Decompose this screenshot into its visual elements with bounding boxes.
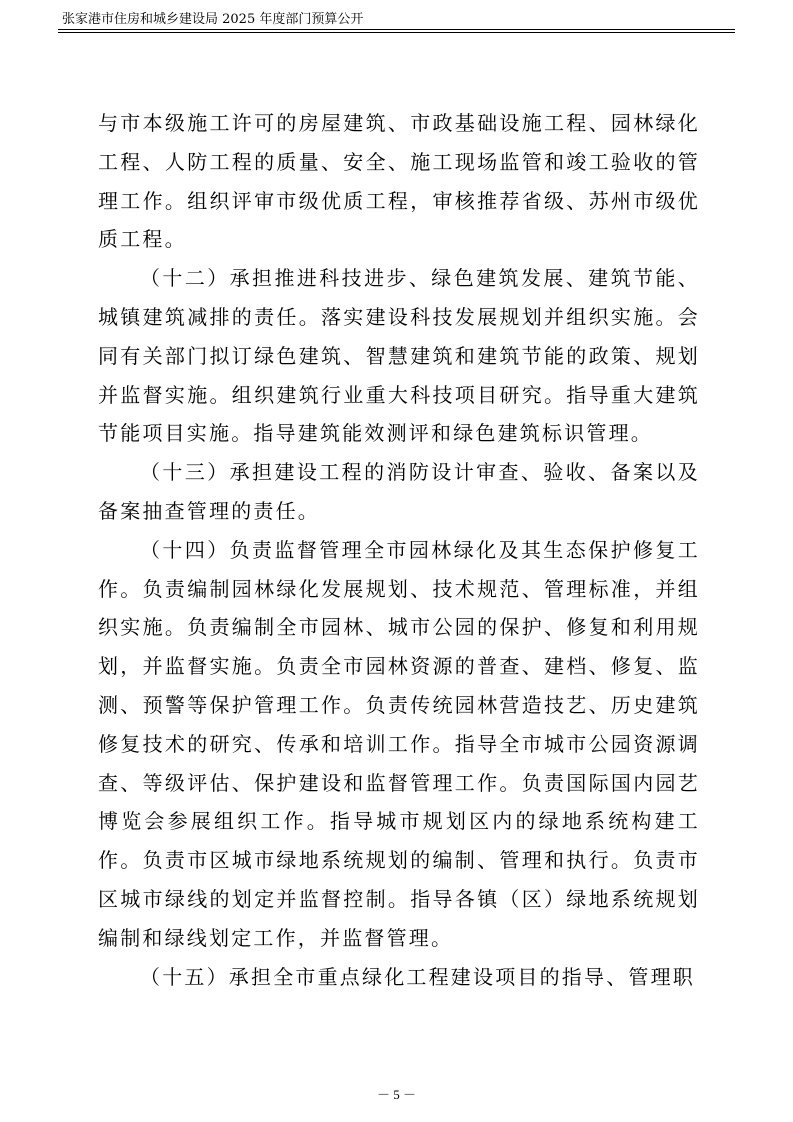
- paragraph: （十二）承担推进科技进步、绿色建筑发展、建筑节能、城镇建筑减排的责任。落实建设科技发展规划并组织实施。会同有关部门拟订绿色建筑、智慧建筑和建筑节能的政策、规划并监督实施。组织建筑行业重大科技项目研究。指导重大建筑节能项目实施。指导建筑能效测评和绿色建筑标识管理。: [98, 266, 700, 446]
- paragraph: （十三）承担建设工程的消防设计审查、验收、备案以及备案抽查管理的责任。: [98, 460, 700, 523]
- paragraph: 与市本级施工许可的房屋建筑、市政基础设施工程、园林绿化工程、人防工程的质量、安全、施工现场监管和竣工验收的管理工作。组织评审市级优质工程，审核推荐省级、苏州市级优质工程。: [98, 111, 700, 252]
- paragraph: （十五）承担全市重点绿化工程建设项目的指导、管理职: [140, 964, 695, 989]
- paragraph: （十四）负责监督管理全市园林绿化及其生态保护修复工作。负责编制园林绿化发展规划、技术规范、管理标准，并组织实施。负责编制全市园林、城市公园的保护、修复和利用规划，并监督实施。负责全市园林资源的普查、建档、修复、监测、预警等保护管理工作。负责传统园林营造技艺、历史建筑修复技术的研究、传承和培训工作。指导全市城市公园资源调查、等级评估、保护建设和监督管理工作。负责国际国内园艺博览会参展组织工作。指导城市规划区内的绿地系统构建工作。负责市区城市绿地系统规划的编制、管理和执行。负责市区城市绿线的划定并监督控制。指导各镇（区）绿地系统规划编制和绿线划定工作，并监督管理。: [98, 537, 700, 950]
- header-title: 张家港市住房和城乡建设局 2025 年度部门预算公开: [62, 12, 364, 27]
- header-rule: [58, 29, 735, 30]
- body-text: [98, 104, 700, 996]
- page-number: － 5 －: [376, 1087, 416, 1102]
- header-rule-thin: [58, 32, 735, 33]
